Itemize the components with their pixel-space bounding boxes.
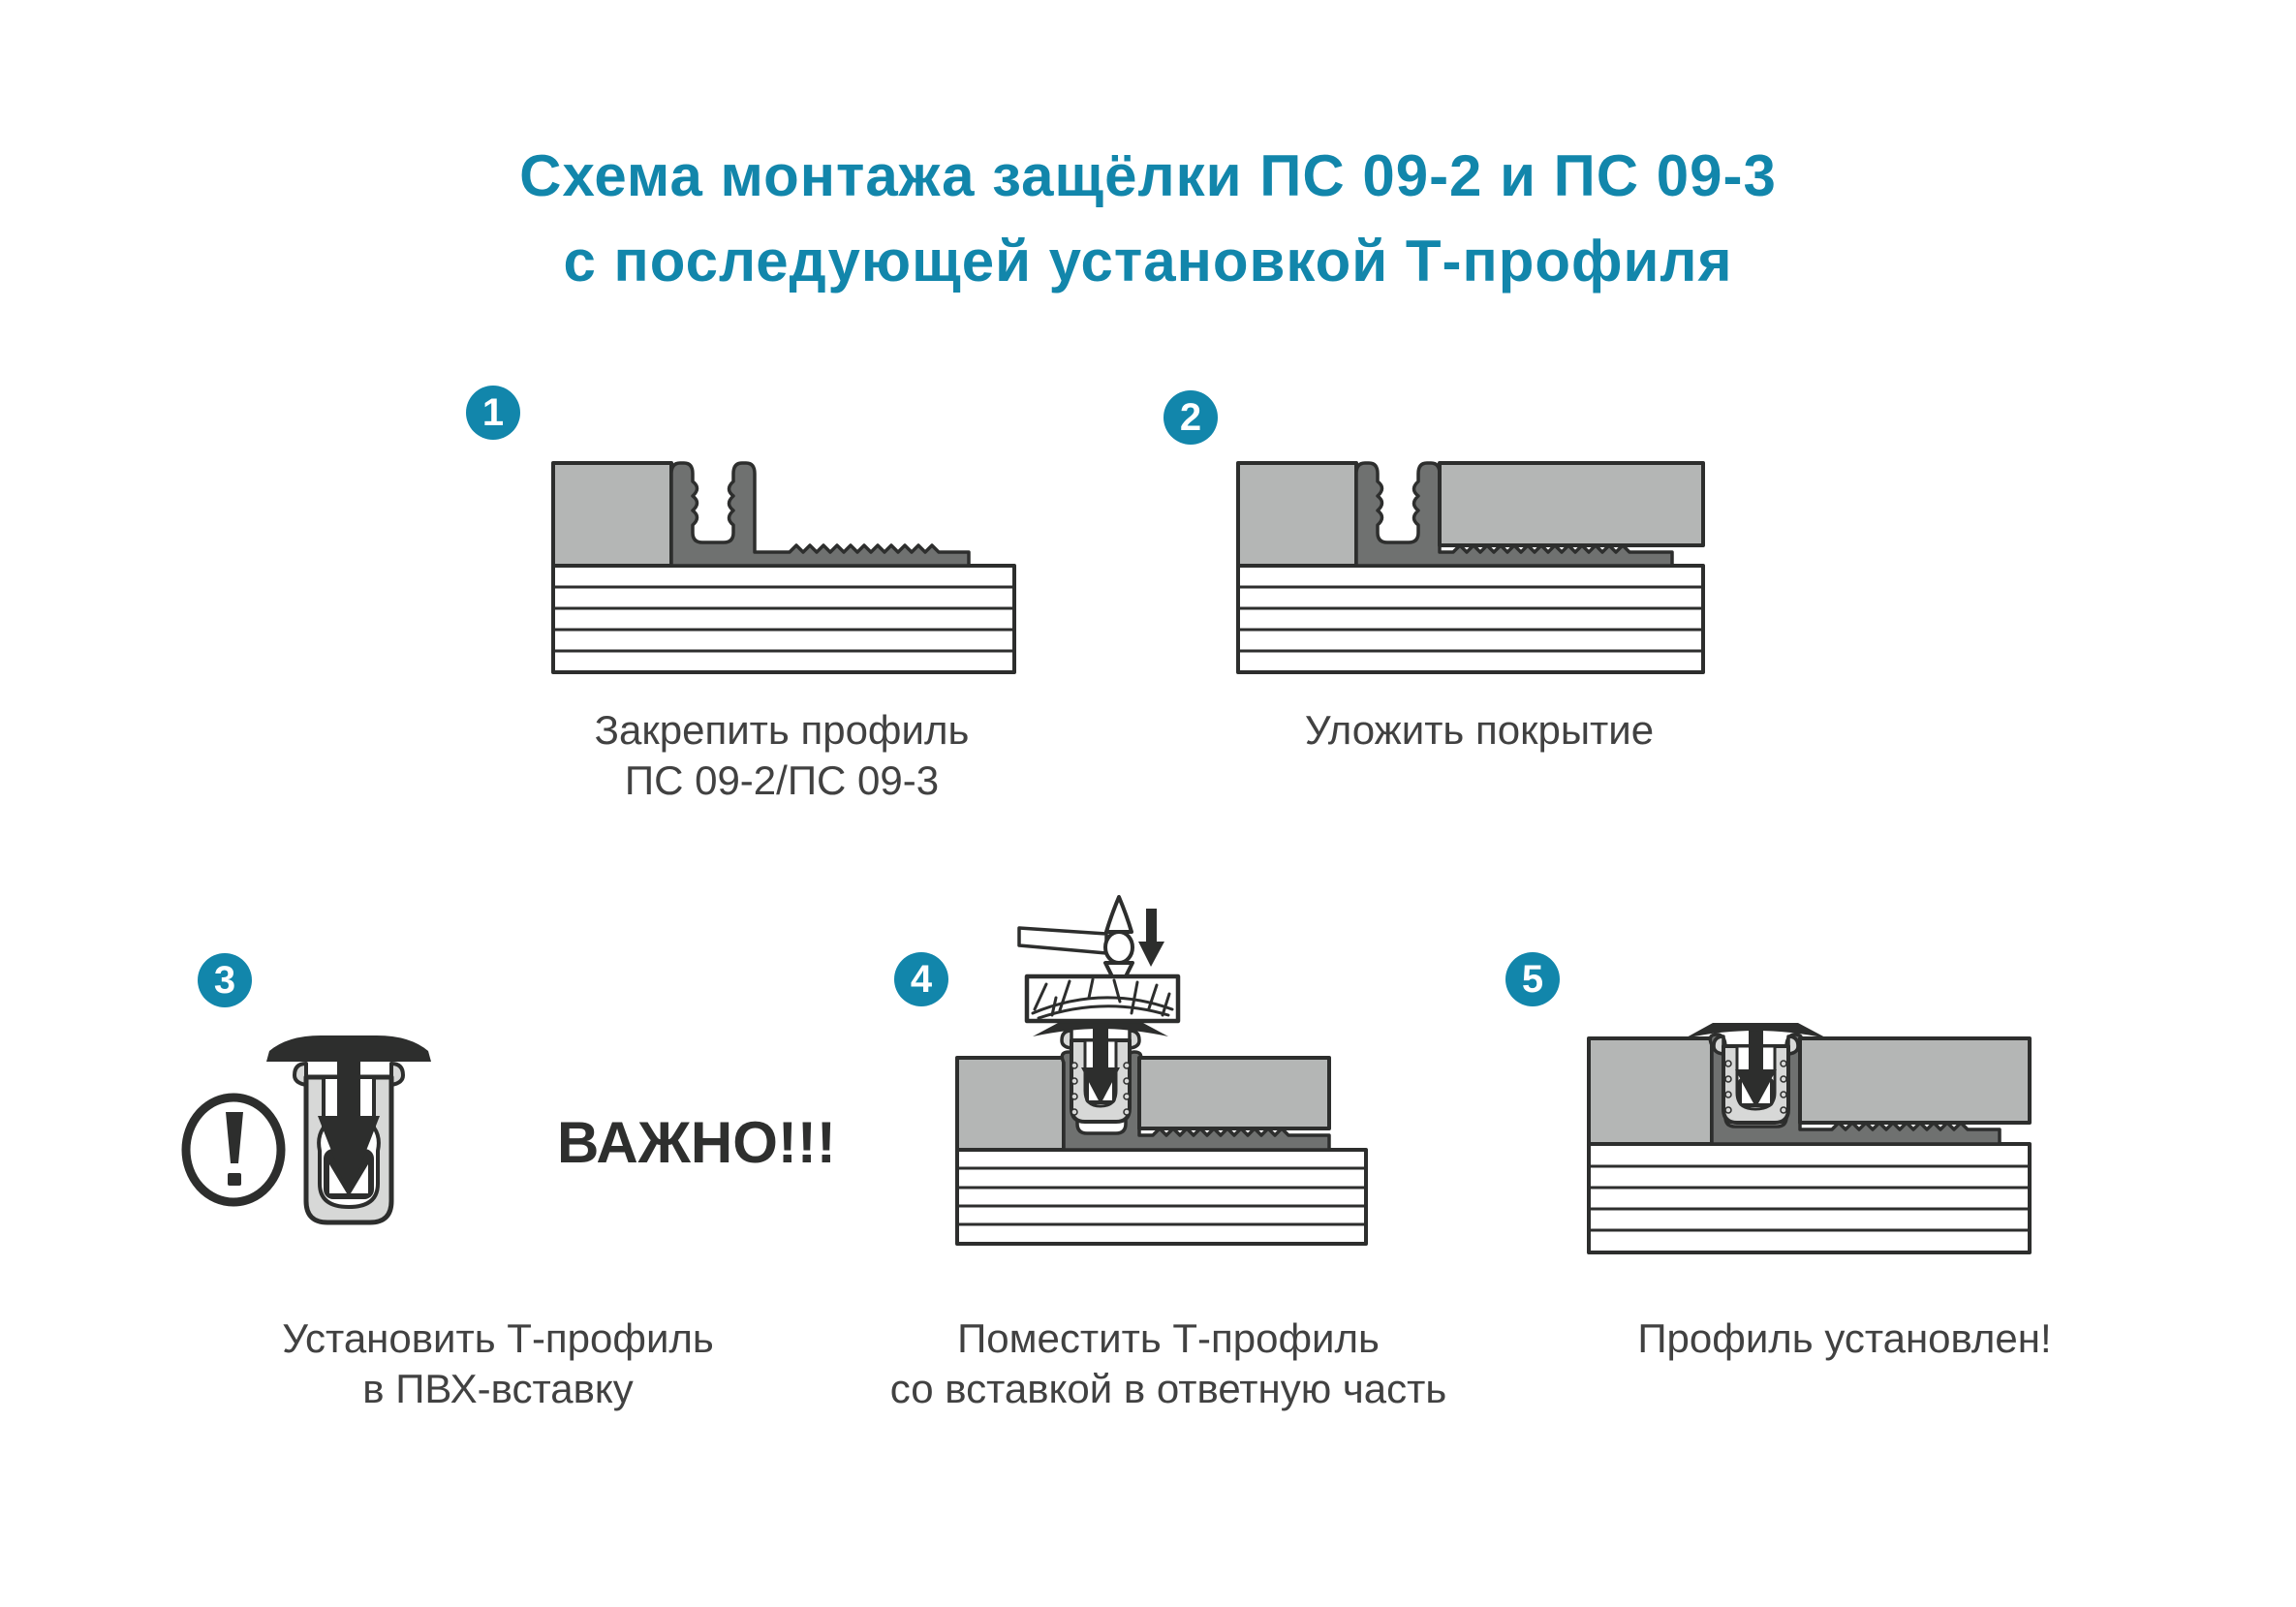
step-5-illustration-installed [1540,1007,2044,1269]
step-4-badge: 4 [894,952,948,1006]
step-5-badge: 5 [1505,952,1560,1006]
subfloor-board [957,1150,1366,1244]
step-2-badge: 2 [1164,390,1218,445]
step-5-caption [1602,1313,2087,1364]
floor-covering-left [1238,463,1356,566]
step-3-badge: 3 [198,953,252,1007]
step-3-caption [256,1313,740,1414]
page-title-line2: с последующей установкой Т-профиля [563,229,1733,294]
step-1-caption-line1: Закрепить профиль [594,707,970,753]
step-4-caption [858,1313,1478,1414]
floor-covering-left [957,1058,1064,1150]
subfloor-board [1238,566,1703,672]
step-2-illustration-covering-laid [1211,436,1734,688]
down-arrow-icon [1138,909,1164,967]
step-2-caption [1237,705,1722,756]
page-title [276,134,2020,304]
tapping-block-icon [1027,976,1178,1021]
step-4-illustration-tapping-in [891,891,1395,1259]
floor-covering-right [1139,1058,1329,1128]
step-3-caption-line1: Установить Т-профиль [282,1315,714,1361]
warning-text: ВАЖНО!!! [557,1110,836,1175]
floor-covering-right [1800,1038,2030,1123]
hammer-icon [1019,897,1132,976]
step-2-caption-line1: Уложить покрытие [1304,707,1655,753]
subfloor-board [553,566,1014,672]
floor-covering-left [1589,1038,1712,1144]
step-4-caption-line2: со вставкой в ответную часть [889,1366,1447,1411]
floor-covering-left [553,463,671,566]
subfloor-board [1589,1144,2030,1252]
step-1-illustration-profile-fixed [523,436,1046,688]
step-1-badge: 1 [466,386,520,440]
step-1-caption [540,705,1024,806]
step-3-illustration-t-into-insert [174,1007,465,1240]
step-5-caption-line1: Профиль установлен! [1637,1315,2052,1361]
step-4-caption-line1: Поместить Т-профиль [957,1315,1380,1361]
latch-profile-icon [671,463,969,566]
floor-covering-right [1440,463,1703,545]
exclamation-icon [186,1097,281,1202]
t-profile-icon [266,1035,431,1199]
step-1-caption-line2: ПС 09-2/ПС 09-3 [624,757,940,803]
step-3-caption-line2: в ПВХ-вставку [362,1366,634,1411]
page-title-line1: Схема монтажа защёлки ПС 09-2 и ПС 09-3 [519,143,1777,208]
